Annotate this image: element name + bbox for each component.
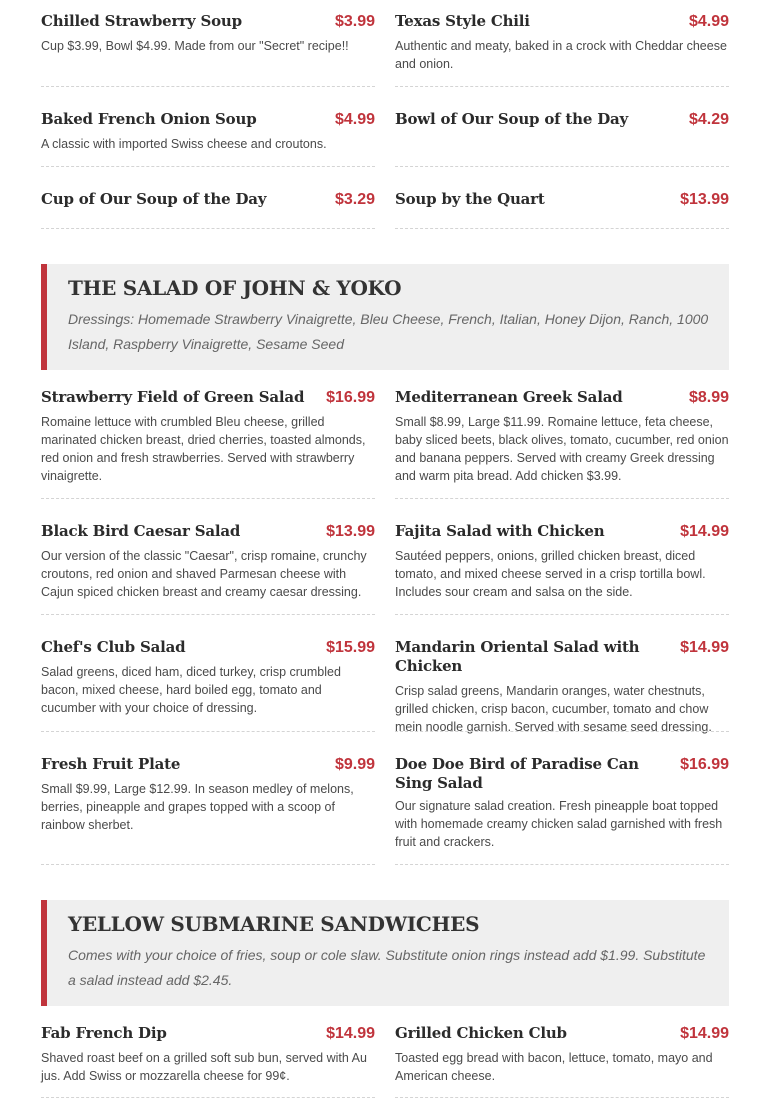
menu-item [395, 12, 729, 73]
item-price: $14.99 [326, 1025, 375, 1042]
item-name: Cup of Our Soup of the Day [41, 190, 267, 208]
menu-item [395, 638, 729, 736]
section-header-salads [41, 264, 729, 370]
menu-item [395, 388, 729, 485]
item-price: $15.99 [326, 639, 375, 656]
item-description: Our version of the classic "Caesar", crisp romaine, crunchy croutons, red onion and shaved Parmesan cheese with Cajun spiced chicken breast and creamy caesar dressing. [41, 549, 367, 599]
item-name: Soup by the Quart [395, 190, 545, 208]
item-name: Strawberry Field of Green Salad [41, 388, 305, 406]
item-price: $13.99 [680, 191, 729, 208]
menu-item [41, 522, 375, 601]
section-title: THE SALAD OF JOHN & YOKO [68, 276, 402, 300]
item-name: Bowl of Our Soup of the Day [395, 110, 629, 128]
item-price: $4.29 [688, 111, 729, 128]
divider [41, 228, 375, 229]
divider [41, 498, 375, 499]
divider [395, 1097, 729, 1098]
item-name: Fresh Fruit Plate [41, 755, 181, 773]
divider [41, 864, 375, 865]
item-price: $4.99 [688, 13, 729, 30]
menu-item [41, 190, 375, 209]
menu-item [41, 1024, 375, 1085]
menu-item [41, 388, 375, 485]
divider [395, 86, 729, 87]
item-name: Chef's Club Salad [41, 638, 186, 656]
divider [395, 864, 729, 865]
item-price: $14.99 [680, 639, 729, 656]
item-price: $9.99 [334, 756, 375, 773]
menu-item [395, 110, 729, 129]
item-description: Toasted egg bread with bacon, lettuce, tomato, mayo and American cheese. [395, 1051, 713, 1083]
divider [395, 614, 729, 615]
item-name: Chilled Strawberry Soup [41, 12, 242, 30]
item-price: $8.99 [688, 389, 729, 406]
item-name: Texas Style Chili [395, 12, 530, 30]
item-name: Mandarin Oriental Salad with Chicken [395, 638, 640, 675]
menu-item [395, 190, 729, 209]
item-name: Doe Doe Bird of Paradise Can Sing Salad [395, 755, 639, 792]
item-price: $3.99 [334, 13, 375, 30]
section-title: YELLOW SUBMARINE SANDWICHES [68, 912, 480, 936]
divider [41, 731, 375, 732]
section-note: Dressings: Homemade Strawberry Vinaigrette, Bleu Cheese, French, Italian, Honey Dijon, Ranch, 1000 Island, Raspberry Vinaigrette, Sesame Seed [68, 311, 709, 352]
menu-item [395, 1024, 729, 1085]
menu-item [41, 755, 375, 834]
divider [395, 228, 729, 229]
item-description: Small $9.99, Large $12.99. In season medley of melons, berries, pineapple and grapes topped with a scoop of rainbow sherbet. [41, 782, 354, 832]
item-name: Grilled Chicken Club [395, 1024, 567, 1042]
item-description: Our signature salad creation. Fresh pineapple boat topped with homemade creamy chicken salad garnished with fresh fruit and crackers. [395, 799, 723, 849]
item-description: Small $8.99, Large $11.99. Romaine lettuce, feta cheese, baby sliced beets, black olives, tomato, cucumber, red onion and banana peppers. Served with creamy Greek dressing and warm pita bread. Add chicken $3.99. [395, 415, 729, 483]
menu-item [41, 12, 375, 55]
divider [395, 498, 729, 499]
item-description: Shaved roast beef on a grilled soft sub bun, served with Au jus. Add Swiss or mozzarella cheese for 99¢. [41, 1051, 367, 1083]
item-price: $16.99 [326, 389, 375, 406]
menu-item [41, 638, 375, 717]
divider [41, 166, 375, 167]
item-name: Black Bird Caesar Salad [41, 522, 241, 540]
item-description: Crisp salad greens, Mandarin oranges, water chestnuts, grilled chicken, crisp bacon, cucumber, tomato and chow mein noodle garnish. Served with sesame seed dressing. [395, 684, 712, 734]
divider [395, 731, 729, 732]
item-description: Sautéed peppers, onions, grilled chicken breast, diced tomato, and mixed cheese served in a crisp tortilla bowl. Includes sour cream and salsa on the side. [395, 549, 706, 599]
item-name: Mediterranean Greek Salad [395, 388, 623, 406]
item-name: Baked French Onion Soup [41, 110, 257, 128]
divider [41, 1097, 375, 1098]
item-name: Fajita Salad with Chicken [395, 522, 605, 540]
item-description: Romaine lettuce with crumbled Bleu cheese, grilled marinated chicken breast, dried cherries, toasted almonds, red onion and fresh strawberries. Served with strawberry vinaigrette. [41, 415, 366, 483]
divider [41, 614, 375, 615]
item-price: $14.99 [680, 1025, 729, 1042]
item-price: $13.99 [326, 523, 375, 540]
item-description: Cup $3.99, Bowl $4.99. Made from our "Secret" recipe!! [41, 39, 349, 53]
item-price: $4.99 [334, 111, 375, 128]
item-description: Authentic and meaty, baked in a crock with Cheddar cheese and onion. [395, 39, 727, 71]
item-name: Fab French Dip [41, 1024, 167, 1042]
section-header-sandwiches [41, 900, 729, 1006]
item-price: $14.99 [680, 523, 729, 540]
divider [41, 86, 375, 87]
item-price: $16.99 [680, 756, 729, 773]
section-note: Comes with your choice of fries, soup or cole slaw. Substitute onion rings instead add $1.99. Substitute a salad instead add $2.45. [68, 947, 706, 988]
menu-item [41, 110, 375, 153]
divider [395, 166, 729, 167]
menu-item [395, 755, 729, 851]
item-description: Salad greens, diced ham, diced turkey, crisp crumbled bacon, mixed cheese, hard boiled egg, tomato and cucumber with your choice of dressing. [41, 665, 341, 715]
item-description: A classic with imported Swiss cheese and croutons. [41, 137, 327, 151]
item-price: $3.29 [334, 191, 375, 208]
menu-item [395, 522, 729, 601]
